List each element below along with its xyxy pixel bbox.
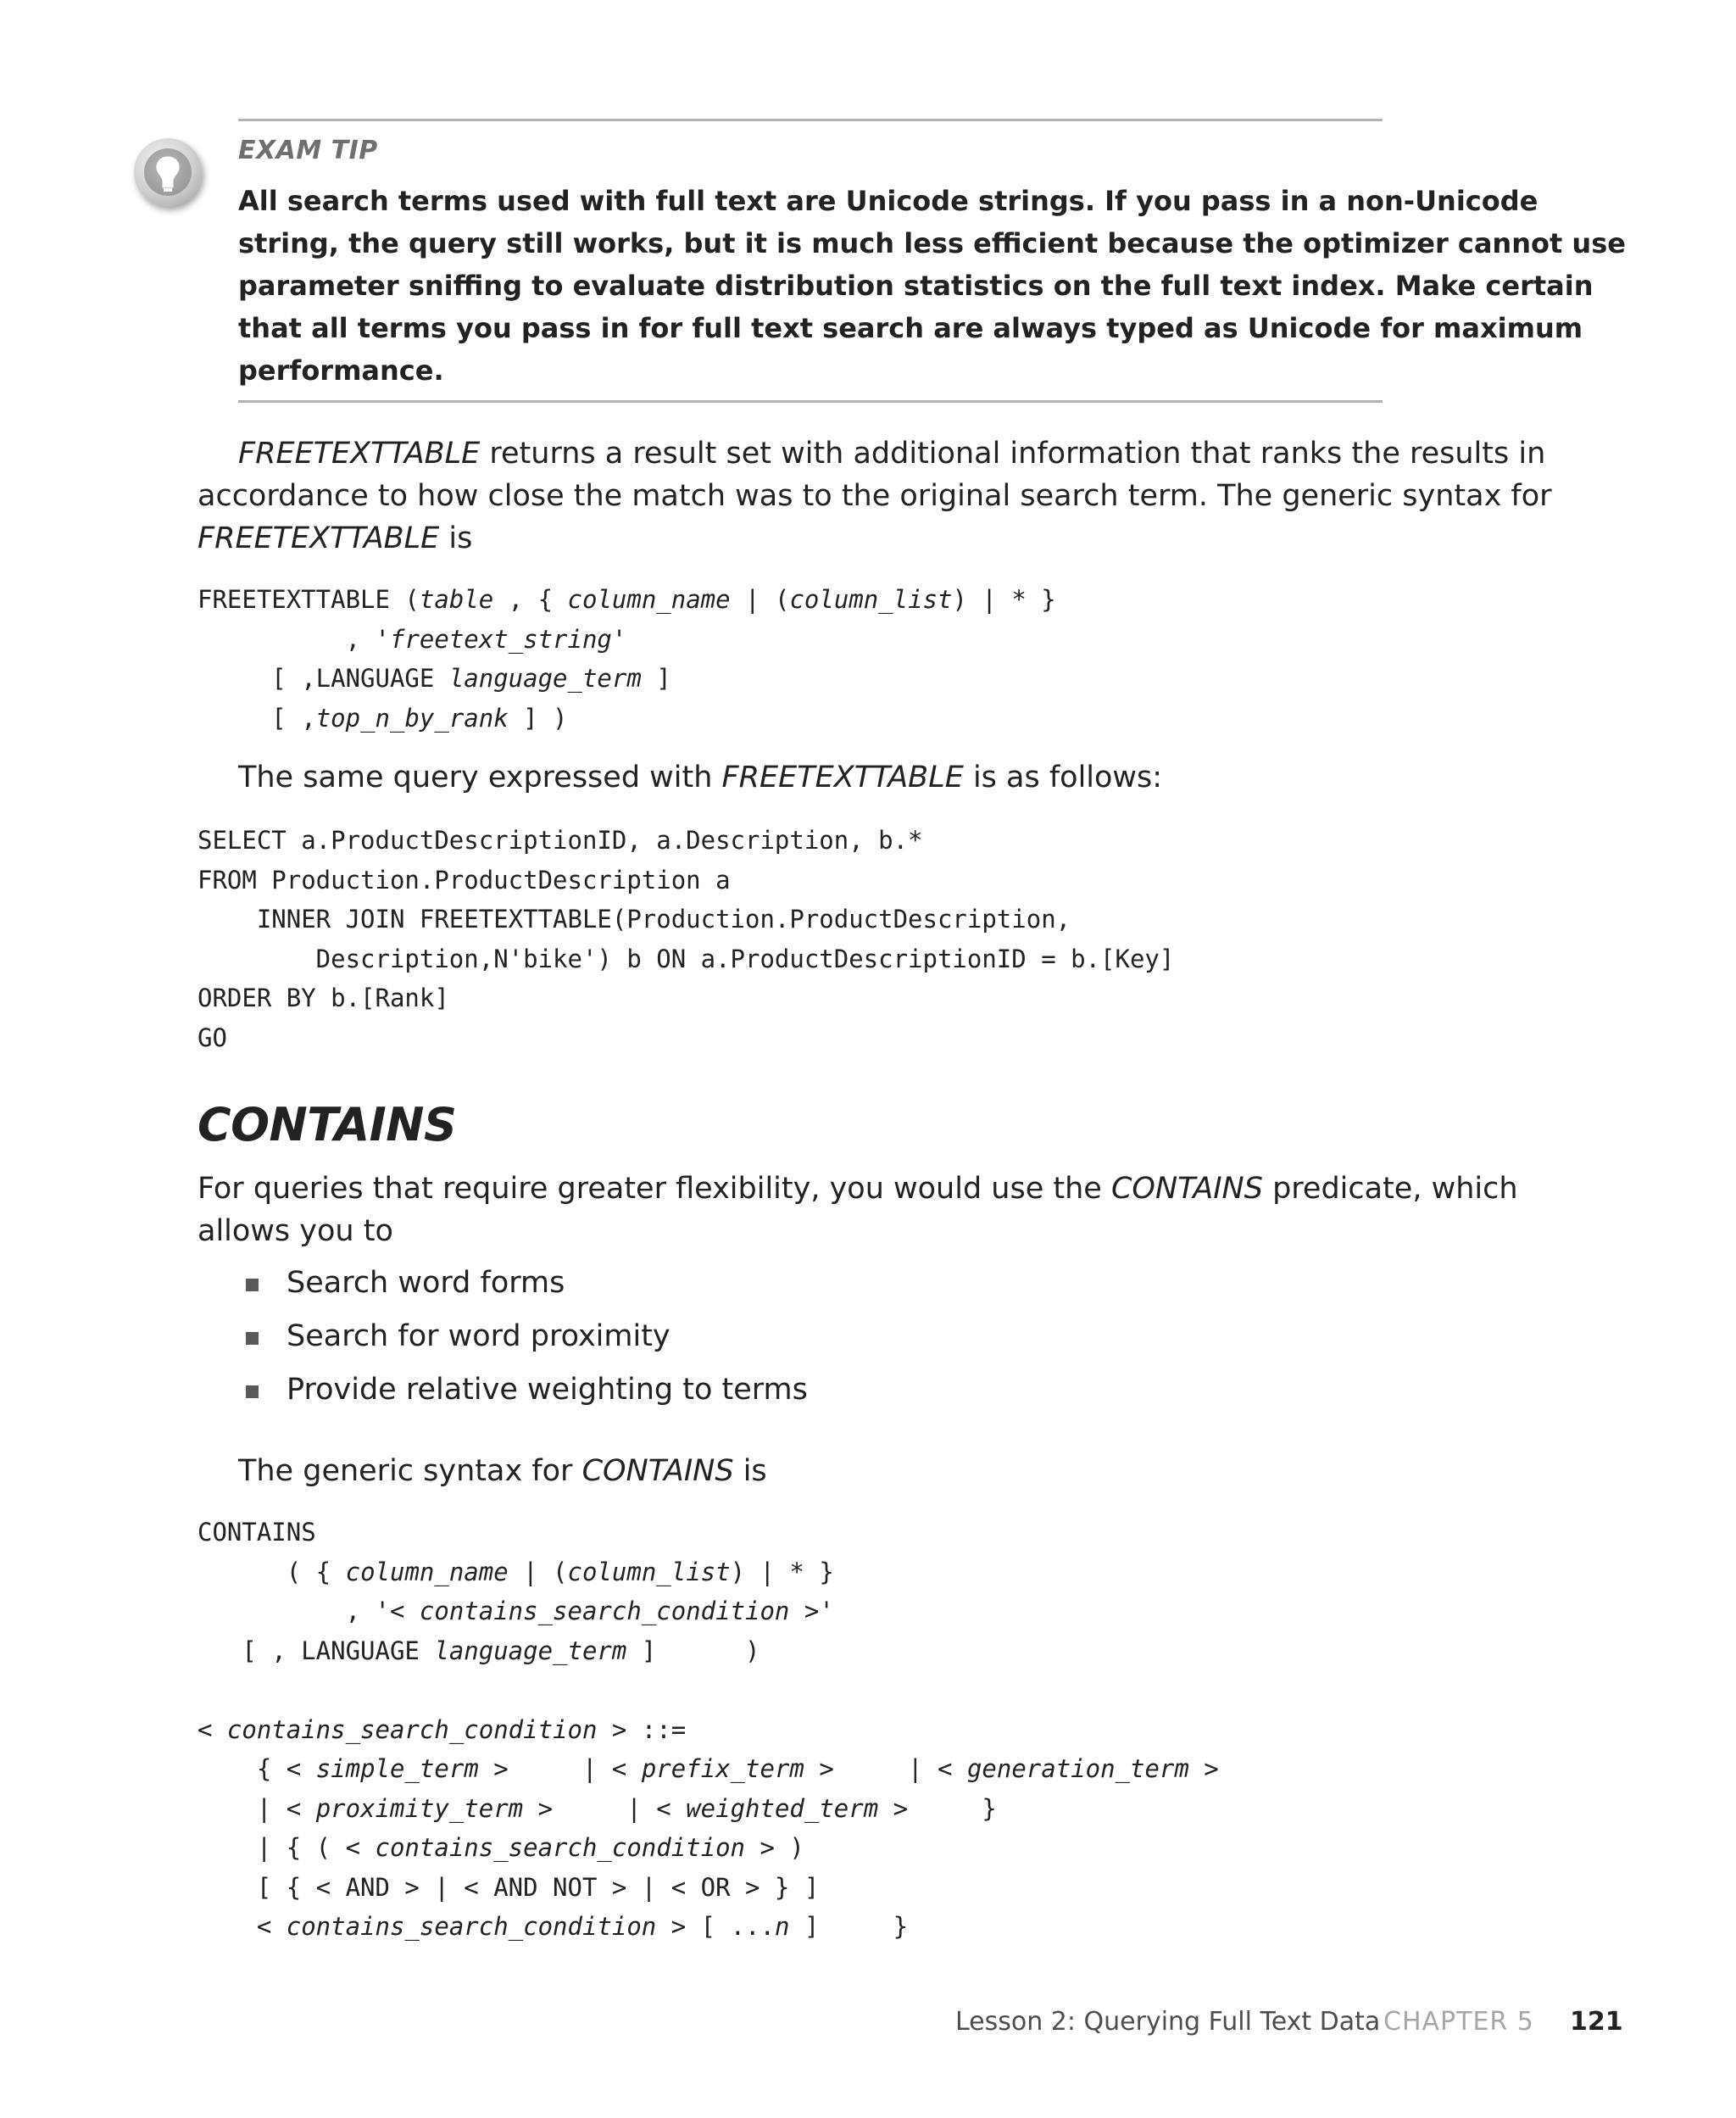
exam-tip-line: All search terms used with full text are Unicode strings. If you pass in a non-Unicode — [238, 185, 1538, 217]
contains-feature-list — [246, 1262, 808, 1422]
exam-tip-text — [238, 180, 1626, 392]
page-number: 121 — [1570, 2007, 1623, 2037]
code-line: < contains_search_condition > ::= — [198, 1714, 687, 1744]
code-line: ( { column_name | (column_list) | * } — [198, 1557, 834, 1586]
exam-tip-line: parameter sniffing to evaluate distribution statistics on the full text index. Make certain — [238, 270, 1594, 302]
paragraph-contains-intro-line2: allows you to — [198, 1214, 393, 1248]
list-item — [246, 1315, 808, 1368]
term-freetexttable: FREETEXTTABLE — [198, 521, 440, 555]
code-line: Description,N'bike') b ON a.ProductDescriptionID = b.[Key] — [198, 944, 1175, 973]
term-freetexttable: FREETEXTTABLE — [721, 761, 964, 794]
code-line: SELECT a.ProductDescriptionID, a.Description, b.* — [198, 826, 923, 855]
lightbulb-icon — [134, 138, 202, 206]
code-line: | { ( < contains_search_condition > ) — [198, 1833, 804, 1862]
code-line: [ , LANGUAGE language_term ] ) — [198, 1636, 760, 1665]
paragraph-same-query — [238, 756, 1162, 799]
list-item-text: Provide relative weighting to terms — [287, 1373, 808, 1407]
code-line: CONTAINS — [198, 1518, 316, 1547]
code-freetexttable-syntax — [198, 580, 1056, 738]
code-line: | < proximity_term > | < weighted_term > } — [198, 1793, 997, 1823]
paragraph-freetexttable-line2: accordance to how close the match was to the original search term. The generic syntax for — [198, 479, 1552, 513]
code-line: FROM Production.ProductDescription a — [198, 865, 731, 895]
code-line: INNER JOIN FREETEXTTABLE(Production.ProductDescription, — [198, 905, 1071, 934]
paragraph-text: For queries that require greater flexibility, you would use the — [198, 1172, 1111, 1206]
bullet-square-icon — [246, 1332, 259, 1345]
paragraph-text: The generic syntax for — [238, 1454, 582, 1488]
code-line: GO — [198, 1023, 227, 1052]
term-freetexttable: FREETEXTTABLE — [238, 437, 481, 471]
code-line: [ { < AND > | < AND NOT > | < OR > } ] — [198, 1872, 820, 1902]
exam-tip-top-rule — [238, 119, 1383, 121]
footer-chapter-label: CHAPTER 5 — [1383, 2007, 1534, 2037]
exam-tip-bottom-rule — [238, 400, 1383, 403]
code-line: [ ,top_n_by_rank ] ) — [198, 703, 568, 733]
bullet-square-icon — [246, 1279, 259, 1291]
code-line: < contains_search_condition > [ ...n ] } — [198, 1912, 909, 1941]
exam-tip-line: performance. — [238, 354, 444, 387]
paragraph-freetexttable-line1 — [238, 432, 1545, 475]
term-contains: CONTAINS — [1110, 1172, 1263, 1206]
exam-tip-label: EXAM TIP — [238, 136, 378, 165]
exam-tip-line: string, the query still works, but it is much less efficient because the optimizer cannot use — [238, 227, 1626, 259]
paragraph-text: predicate, which — [1262, 1172, 1518, 1206]
code-line: ORDER BY b.[Rank] — [198, 984, 449, 1012]
paragraph-text: returns a result set with additional information that ranks the results in — [480, 437, 1546, 471]
paragraph-text: is — [733, 1454, 767, 1488]
code-freetexttable-query — [198, 821, 1174, 1057]
paragraph-contains-syntax — [238, 1450, 767, 1492]
paragraph-text: is as follows: — [963, 761, 1163, 794]
bullet-square-icon — [246, 1385, 259, 1398]
list-item-text: Search word forms — [287, 1266, 565, 1300]
paragraph-contains-intro-line1 — [198, 1168, 1518, 1210]
list-item — [246, 1368, 808, 1422]
paragraph-freetexttable-line3 — [198, 517, 472, 560]
code-line: , 'freetext_string' — [198, 624, 627, 654]
code-line: [ ,LANGUAGE language_term ] — [198, 664, 671, 693]
exam-tip-line: that all terms you pass in for full text search are always typed as Unicode for maximum — [238, 312, 1583, 344]
footer-lesson-title: Lesson 2: Querying Full Text Data — [955, 2007, 1381, 2037]
code-line: FREETEXTTABLE (table , { column_name | (column_list) | * } — [198, 585, 1056, 614]
code-line: { < simple_term > | < prefix_term > | < generation_term > — [198, 1754, 1219, 1783]
paragraph-text: is — [439, 521, 473, 555]
code-line: , '< contains_search_condition >' — [198, 1597, 834, 1625]
section-heading-contains: CONTAINS — [198, 1098, 457, 1151]
code-contains-syntax — [198, 1513, 1219, 1947]
list-item — [246, 1262, 808, 1315]
list-item-text: Search for word proximity — [287, 1319, 670, 1353]
term-contains: CONTAINS — [581, 1454, 734, 1488]
paragraph-text: The same query expressed with — [238, 761, 722, 794]
